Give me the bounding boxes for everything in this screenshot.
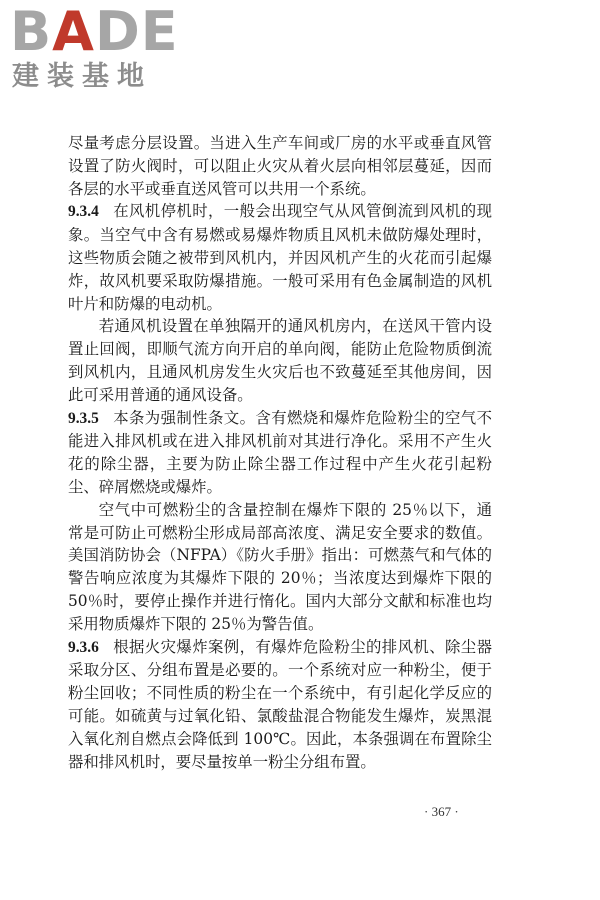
document-body (68, 132, 492, 773)
clause-number: 9.3.5 (68, 409, 99, 427)
clause-paragraph (68, 407, 492, 499)
paragraph-text: 本条为强制性条文。含有燃烧和爆炸危险粉尘的空气不能进入排风机或在进入排风机前对其进行净化。采用不产生火花的除尘器，主要为防止除尘器工作过程中产生火花引起粉尘、碎屑燃烧或爆炸。 (68, 408, 492, 496)
paragraph-text: 在风机停机时，一般会出现空气从风管倒流到风机的现象。当空气中含有易燃或易爆炸物质且风机未做防爆处理时，这些物质会随之被带到风机内，并因风机产生的火花而引起爆炸，故风机要采取防爆措施。一般可采用有色金属制造的风机叶片和防爆的电动机。 (68, 202, 492, 313)
logo-wordmark: BADE (10, 0, 179, 63)
clause-paragraph (68, 200, 492, 315)
paragraph (68, 315, 492, 406)
brand-logo (10, 0, 180, 96)
clause-number: 9.3.6 (68, 638, 99, 656)
paragraph-text: 空气中可燃粉尘的含量控制在爆炸下限的 25％以下，通常是可防止可燃粉尘形成局部高浓度、满足安全要求的数值。美国消防协会（NFPA）《防火手册》指出：可燃蒸气和气体的警告响应浓度为其爆炸下限的 20％；当浓度达到爆炸下限的50％时，要停止操作并进行惰化。国内大部分文献和标准也均采用物质爆炸下限的 25％为警告值。 (68, 500, 492, 633)
paragraph (68, 132, 492, 200)
paragraph-text: 尽量考虑分层设置。当进入生产车间或厂房的水平或垂直风管设置了防火阀时，可以阻止火灾从着火层向相邻层蔓延，因而各层的水平或垂直送风管可以共用一个系统。 (68, 134, 492, 198)
paragraph-text: 若通风机设置在单独隔开的通风机房内，在送风干管内设置止回阀，即顺气流方向开启的单向阀，能防止危险物质倒流到风机内，且通风机房发生火灾后也不致蔓延至其他房间，因此可采用普通的通风设备。 (68, 317, 492, 404)
paragraph (68, 499, 492, 636)
logo-subtitle: 建装基地 (12, 61, 152, 92)
clause-number: 9.3.4 (68, 203, 99, 221)
page-number: · 367 · (424, 804, 459, 819)
paragraph-text: 根据火灾爆炸案例，有爆炸危险粉尘的排风机、除尘器采取分区、分组布置是必要的。一个系统对应一种粉尘，便于粉尘回收；不同性质的粉尘在一个系统中，有引起化学反应的可能。如硫黄与过氧化铅、氯酸盐混合物能发生爆炸，炭黑混入氧化剂自燃点会降低到 100℃。因此，本条强调在布置除尘器和排风机时，要尽量按单一粉尘分组布置。 (68, 637, 492, 771)
clause-paragraph (68, 636, 492, 774)
